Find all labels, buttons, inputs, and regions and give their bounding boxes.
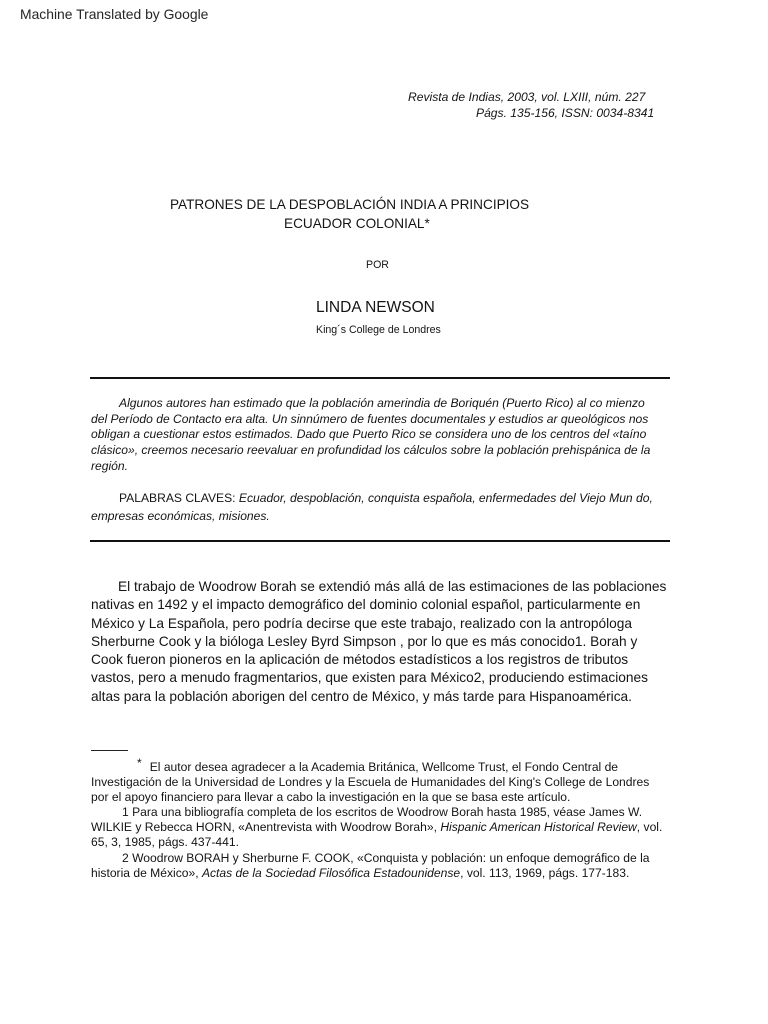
footnote-text: WILKIE y Rebecca HORN, «Anentrevista with Woodrow Borah», [91,820,437,835]
footnote-text: , vol. [636,820,663,835]
footnote-1-line: 65, 3, 1985, págs. 437-441. [91,835,239,850]
footnote-text: , vol. 113, 1969, págs. 177-183. [460,865,630,880]
body-line: Sherburne Cook y la bióloga Lesley Byrd Simpson , por lo que es más conocido1. Borah y [91,633,638,649]
footnote-text: historia de México», [91,865,199,880]
footnote-1-line: 1 Para una bibliografía completa de los escritos de Woodrow Borah hasta 1985, véase James W. [122,805,643,820]
footnote-marker: * [137,756,142,770]
article-title-line: ECUADOR COLONIAL* [284,216,430,231]
footnotes [91,756,663,881]
keywords-line: empresas económicas, misiones. [91,509,270,523]
footnote-line: Investigación de la Universidad de Londres y la Escuela de Humanidades del King's College de Londres [91,775,650,790]
abstract-line: obligan a cuestionar estos estimados. Dado que Puerto Rico se considera uno de los centros del «taíno [91,427,647,442]
abstract-line: región. [91,458,128,473]
byline-por: POR [366,259,389,271]
journal-title: Actas de la Sociedad Filosófica Estadounidense [201,865,461,880]
author-affiliation: King´s College de Londres [316,324,441,336]
footnote-1-line [91,820,662,835]
abstract-line: Algunos autores han estimado que la población amerindia de Boriquén (Puerto Rico) al co mienzo [119,396,645,410]
footnote-separator [91,750,128,751]
footnote-acknowledgement-line [91,756,662,775]
article-title-line: PATRONES DE LA DESPOBLACIÓN INDIA A PRINCIPIOS [170,197,530,212]
abstract-bottom-rule [90,540,670,542]
author-name: LINDA NEWSON [316,299,435,316]
journal-pages-issn: Págs. 135-156, ISSN: 0034-8341 [476,106,655,120]
body-paragraph [91,578,666,706]
body-line: vastos, pero a menudo fragmentarios, que existen para México2, produciendo estimaciones [91,670,648,686]
keywords-text: Ecuador, despoblación, conquista española, enfermedades del Viejo Mun do, [238,491,653,505]
abstract-line: clásico», creemos necesario reevaluar en profundidad los cálculos sobre la población prehispánica de la [91,443,651,458]
body-line: altas para la población aborigen del centro de México, y más tarde para Hispanoamérica. [91,688,632,704]
footnote-2-line: 2 Woodrow BORAH y Sherburne F. COOK, «Conquista y población: un enfoque demográfico de la [122,850,650,865]
abstract-line: del Período de Contacto era alta. Un sinnúmero de fuentes documentales y estudios ar queológicos nos [91,411,649,426]
abstract [91,396,650,475]
body-line: Cook fueron pioneros en la aplicación de métodos estadísticos a los registros de tributos [91,652,629,668]
keywords-line [119,490,653,506]
footnote-2-line [91,866,662,881]
keywords-label: PALABRAS CLAVES: [119,491,236,505]
machine-translation-banner: Machine Translated by Google [20,6,209,22]
footnote-line: por el apoyo financiero para llevar a cabo la investigación en la que se basa este artículo. [91,790,571,805]
abstract-top-rule [90,377,670,379]
footnote-text: El autor desea agradecer a la Academia Británica, Wellcome Trust, el Fondo Central de [149,760,619,774]
journal-title: Hispanic American Historical Review [440,820,637,835]
body-line: El trabajo de Woodrow Borah se extendió más allá de las estimaciones de las poblaciones [118,579,667,594]
body-line: México y La Española, pero podría decirse que este trabajo, realizado con la antropóloga [91,615,632,631]
body-line: nativas en 1492 y el impacto demográfico del dominio colonial español, particularmente en [91,597,641,613]
journal-citation: Revista de Indias, 2003, vol. LXIII, núm. 227 [408,90,646,104]
